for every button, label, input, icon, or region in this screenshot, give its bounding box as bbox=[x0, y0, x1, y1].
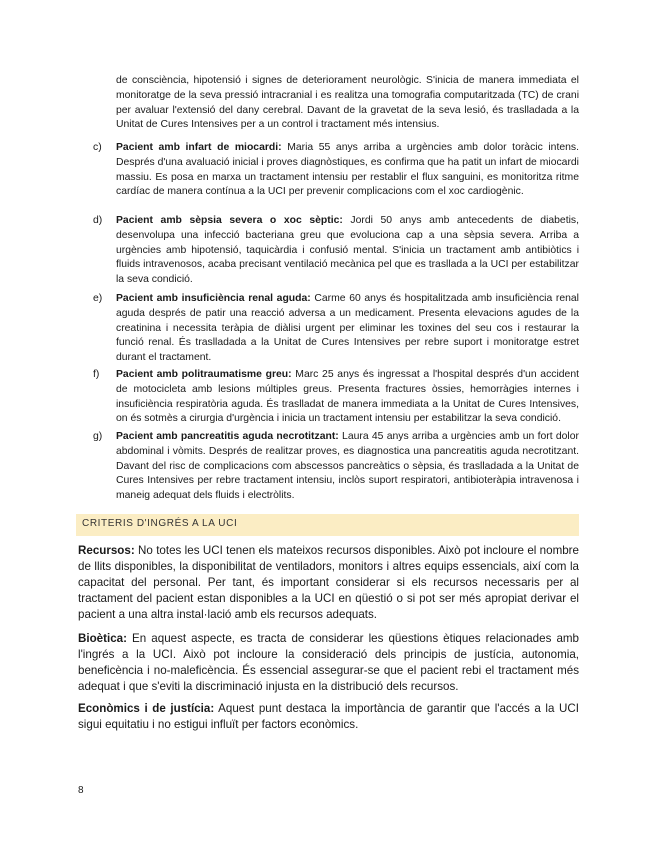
criteria-paragraph-recursos bbox=[78, 543, 579, 623]
criteria-separator: : bbox=[123, 632, 127, 645]
list-item-description: Jordi 50 anys amb antecedents de diabetis, desenvolupa una infecció bacteriana greu que evoluciona cap a una sèpsia severa. Arriba a urgències amb hipotensió, taquicàrdia i confusió mental. S'inicia un tractament amb antibiòtics i fluids intravenosos, acaba precisant ventilació mecànica pel que es trasllada a la UCI per estabilitzar la seva condició. bbox=[116, 215, 579, 286]
criteria-separator: : bbox=[130, 544, 135, 557]
intro-paragraph: de consciència, hipotensió i signes de deteriorament neurològic. S'inicia de manera immediata el monitoratge de la seva pressió intracranial i es realitza una tomografia computaritzada (TC) de crani per avaluar l'extensió del dany cerebral. Davant de la gravetat de la seva lesió, és traslladada a la Unitat de Cures Intensives per a un control i tractament més intensius. bbox=[116, 75, 579, 131]
list-marker: f) bbox=[93, 369, 100, 380]
list-item-title: Pacient amb pancreatitis aguda necrotitzant: bbox=[116, 431, 339, 442]
list-item-description: Marc 25 anys és ingressat a l'hospital després d'un accident de motocicleta amb lesions múltiples greus. Presenta fractures òssies, hemorràgies internes i insuficiència respiratòria aguda. És traslladat de manera immediata a la Unitat de Cures Intensives, on és sotmès a cirurgia d'urgència i inicia un tractament intensiu per estabilitzar la seva condició. bbox=[116, 369, 579, 425]
list-item-title: Pacient amb politraumatisme greu: bbox=[116, 369, 292, 380]
criteria-text: En aquest aspecte, es tracta de considerar les qüestions ètiques relacionades amb l'ingrés a la UCI. Això pot incloure la consideració dels principis de justícia, autonomia, beneficència i no-maleficència. És essencial assegurar-se que el pacient rebi el tractament més adequat i que s'eviti la discriminació injusta en la distribució dels recursos. bbox=[78, 632, 579, 693]
section-header bbox=[76, 514, 579, 536]
list-item-title: Pacient amb sèpsia severa o xoc sèptic: bbox=[116, 215, 343, 226]
criteria-text: Aquest punt destaca la importància de garantir que l'accés a la UCI sigui equitatiu i no estigui influït per factors econòmics. bbox=[78, 702, 579, 731]
list-item-text bbox=[116, 292, 579, 366]
criteria-paragraph-bioetica bbox=[78, 631, 579, 695]
criteria-term: Recursos bbox=[78, 544, 131, 557]
list-item-g bbox=[78, 430, 579, 504]
page-number: 8 bbox=[78, 785, 84, 796]
list-marker: g) bbox=[93, 431, 103, 442]
list-item-f bbox=[78, 368, 579, 427]
criteria-paragraph-economics bbox=[78, 701, 579, 733]
list-item-title: Pacient amb insuficiència renal aguda: bbox=[116, 293, 311, 304]
list-item-description: Carme 60 anys és hospitalitzada amb insuficiència renal aguda després de patir una reacció adversa a un medicament. Presenta elevacions agudes de la creatinina i necessita teràpia de diàlisi urgent per eliminar les toxines del seu cos i restaurar la funció renal. És traslladada a la Unitat de Cures Intensives per rebre suport i monitoratge estret durant el tractament. bbox=[116, 293, 579, 364]
list-item-c bbox=[78, 141, 579, 200]
list-item-text bbox=[116, 141, 579, 200]
list-marker: c) bbox=[93, 142, 102, 153]
criteria-term: Bioètica bbox=[78, 632, 124, 645]
list-marker: d) bbox=[93, 215, 103, 226]
list-item-title: Pacient amb infart de miocardi: bbox=[116, 142, 282, 153]
list-item-text bbox=[116, 214, 579, 288]
criteria-term: Econòmics i de justícia: bbox=[78, 702, 215, 715]
list-item-description: Laura 45 anys arriba a urgències amb un fort dolor abdominal i vòmits. Després de realitzar proves, es diagnostica una pancreatitis aguda necrotitzant. Davant del risc de complicacions com abscessos pancreàtics o sèpsia, és traslladada a la Unitat de Cures Intensives per rebre tractament intensiu, inclòs suport respiratori, antibioteràpia intravenosa i maneig adequat dels fluids i electròlits. bbox=[116, 431, 579, 502]
list-item-e bbox=[78, 292, 579, 366]
criteria-text: No totes les UCI tenen els mateixos recursos disponibles. Això pot incloure el nombre de llits disponibles, la disponibilitat de ventiladors, monitors i altres equips essencials, així com la capacitat del personal. Per tant, és important considerar si els recursos necessaris per al tractament del pacient estan disponibles a la UCI en qüestió o si pot ser més apropiat derivar el pacient a una altra instal·lació amb els recursos adequats. bbox=[78, 544, 579, 621]
list-item-text bbox=[116, 368, 579, 427]
list-item-text bbox=[116, 430, 579, 504]
list-marker: e) bbox=[93, 293, 103, 304]
list-item-d bbox=[78, 214, 579, 288]
section-title: CRITERIS D'INGRÉS A LA UCI bbox=[82, 518, 238, 529]
list-item-description: Maria 55 anys arriba a urgències amb dolor toràcic intens. Després d'una avaluació inicial i proves diagnòstiques, es confirma que ha patit un infart de miocardi massiu. Es posa en marxa un tractament intensiu per restablir el flux sanguini, es monitoritza ritme cardíac de manera contínua a la UCI per prevenir complicacions com el xoc cardiogènic. bbox=[116, 142, 579, 198]
